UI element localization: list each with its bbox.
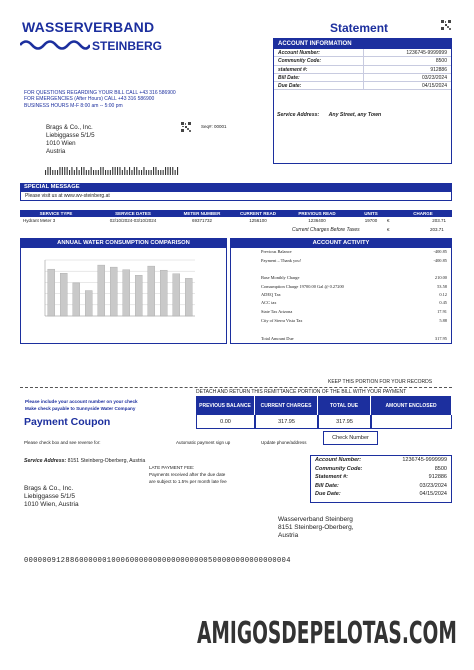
barcode-bar — [158, 170, 159, 175]
late-fee-title: LATE PAYMENT FEE: — [149, 465, 195, 470]
barcode-bar — [45, 170, 46, 175]
remit-account-key: Statement #: — [315, 474, 349, 481]
activity-row — [261, 249, 447, 254]
late-fee-note — [149, 464, 227, 485]
payment-value-cell: 317.95 — [255, 415, 318, 429]
barcode-bar — [117, 167, 118, 175]
remit-account-value: 04/15/2024 — [419, 491, 447, 498]
account-info-row — [274, 74, 451, 82]
payment-header-cell: PREVIOUS BALANCE — [196, 396, 255, 415]
remit-account-key: Bill Date: — [315, 482, 339, 489]
barcode-bar — [105, 170, 106, 175]
service-table-header-cell: CHARGE — [413, 211, 433, 216]
activity-label: Consumption Charge 19700.00 Gal @ 0.27200 — [261, 284, 344, 289]
postal-barcode-icon — [45, 167, 180, 175]
barcode-bar — [100, 167, 101, 175]
consumption-title: ANNUAL WATER CONSUMPTION COMPARISON — [21, 239, 226, 248]
account-info-value: 8500 — [435, 58, 447, 65]
remit-customer-city: 1010 Wien, Austria — [24, 501, 79, 508]
remit-account-value: 912886 — [428, 474, 447, 481]
keep-portion-note: KEEP THIS PORTION FOR YOUR RECORDS — [328, 379, 433, 385]
contact-line: BUSINESS HOURS M-F 8:00 am -- 5:00 pm — [24, 102, 123, 109]
account-info-key: Community Code: — [274, 57, 364, 64]
barcode-bar — [88, 170, 89, 175]
barcode-bar — [139, 170, 140, 175]
remit-account-rows — [311, 456, 451, 499]
chart-bar — [48, 269, 55, 316]
customer-city: 1010 Wien — [46, 140, 76, 147]
current-charges-label: Current Charges Before Taxes — [292, 227, 360, 233]
service-table-header — [20, 210, 452, 217]
payee-country: Austria — [278, 532, 299, 539]
barcode-bar — [115, 167, 116, 175]
wave-logo-icon — [20, 38, 90, 52]
chart-bar — [85, 291, 92, 316]
qr-code-icon — [181, 122, 191, 132]
activity-row — [261, 318, 447, 323]
payee-name: Wasserverband Steinberg — [278, 516, 353, 523]
payment-table-header — [196, 396, 452, 415]
activity-label: ADEQ Tax — [261, 292, 281, 297]
service-table-header-cell: SERVICE TYPE — [39, 211, 73, 216]
remit-customer-address — [24, 485, 79, 509]
remit-service-address-value: 8151 Steinberg-Oberberg, Austria — [67, 458, 146, 464]
chart-bar — [185, 278, 192, 316]
activity-row — [261, 336, 447, 341]
activity-label: Previous Balance — [261, 249, 292, 254]
amount-enclosed-field[interactable] — [371, 415, 452, 429]
barcode-bar — [83, 167, 84, 175]
barcode-bar — [69, 170, 70, 175]
barcode-bar — [129, 167, 130, 175]
barcode-bar — [110, 170, 111, 175]
activity-amount: 0.12 — [439, 292, 447, 297]
barcode-bar — [47, 167, 48, 175]
contact-line: FOR EMERGENCIES (After Hours) CALL +43 316 586900 — [24, 96, 155, 103]
account-info-row — [274, 66, 451, 74]
customer-address — [46, 124, 95, 156]
barcode-bar — [170, 167, 171, 175]
barcode-bar — [177, 167, 178, 175]
table-cell: 19700 — [364, 218, 378, 223]
current-charges-value: 203.71 — [430, 227, 444, 232]
service-table — [20, 210, 452, 225]
chart-bar — [110, 267, 117, 316]
barcode-bar — [107, 170, 108, 175]
barcode-bar — [74, 170, 75, 175]
account-info-key: statement #: — [274, 66, 364, 73]
chart-bar — [160, 270, 167, 316]
account-activity-panel — [230, 238, 452, 344]
activity-label: ACC tax — [261, 300, 277, 305]
barcode-bar — [127, 170, 128, 175]
activity-amount: -400.85 — [433, 249, 447, 254]
activity-row — [261, 309, 447, 314]
barcode-bar — [112, 167, 113, 175]
activity-label: Payment – Thank you! — [261, 258, 302, 263]
brand-logo-line2: STEINBERG — [92, 39, 163, 53]
account-activity-title: ACCOUNT ACTIVITY — [231, 239, 451, 248]
currency-symbol: € — [387, 227, 390, 232]
account-info-value: 04/15/2024 — [421, 83, 447, 90]
barcode-bar — [134, 167, 135, 175]
chart-bar — [123, 270, 130, 316]
contact-info — [24, 90, 176, 109]
account-information-rows — [274, 49, 451, 90]
payment-value-cell: 0.00 — [196, 415, 255, 429]
autopay-option[interactable]: Automatic payment sign up — [176, 440, 231, 445]
activity-row — [261, 300, 447, 305]
remit-account-value: 03/23/2024 — [419, 482, 447, 489]
barcode-bar — [172, 167, 173, 175]
special-message-text: Please visit us at www.wv-steinberg.at — [20, 192, 452, 201]
account-info-value: 912886 — [430, 66, 447, 73]
payee-street: 8151 Steinberg-Oberberg, — [278, 524, 354, 531]
barcode-bar — [52, 170, 53, 175]
remit-account-row — [311, 456, 451, 465]
payment-coupon-title: Payment Coupon — [24, 416, 111, 428]
remit-account-row — [311, 482, 451, 491]
remit-account-row — [311, 490, 451, 499]
update-address-option[interactable]: Update phone/address — [261, 440, 307, 445]
barcode-bar — [160, 170, 161, 175]
remit-account-value: 1236745-9999999 — [402, 457, 447, 463]
barcode-bar — [81, 167, 82, 175]
account-info-row — [274, 57, 451, 65]
barcode-bar — [155, 167, 156, 175]
payment-header-cell: CURRENT CHARGES — [255, 396, 318, 415]
barcode-bar — [151, 170, 152, 175]
sequence-number: Seq#: 00001 — [201, 124, 227, 129]
account-information-box — [273, 38, 452, 164]
remit-account-key: Due Date: — [315, 491, 341, 498]
payment-instructions — [25, 398, 138, 412]
contact-line: FOR QUESTIONS REGARDING YOUR BILL CALL +43 316 586900 — [24, 90, 176, 96]
payment-instruction-line: Make check payable to Sunnyside Water Company — [25, 406, 136, 411]
barcode-bar — [146, 170, 147, 175]
account-info-key: Due Date: — [274, 82, 364, 89]
activity-amount: 210.00 — [434, 275, 447, 280]
customer-street: Liebiggasse 5/1/5 — [46, 132, 95, 139]
chart-bar — [148, 266, 155, 316]
activity-row — [261, 258, 447, 263]
watermark: AMIGOSDEPELOTAS.COM — [197, 616, 457, 651]
check-number-field[interactable]: Check Number — [323, 431, 378, 445]
activity-row — [261, 284, 447, 289]
barcode-bar — [79, 170, 80, 175]
qr-code-icon — [441, 20, 451, 30]
barcode-bar — [95, 170, 96, 175]
activity-label: State Tax Arizona — [261, 309, 293, 314]
statement-title: Statement — [330, 21, 389, 35]
barcode-bar — [143, 167, 144, 175]
table-cell: 203.71 — [432, 218, 446, 223]
barcode-bar — [98, 170, 99, 175]
remit-account-value: 8500 — [434, 465, 447, 472]
barcode-bar — [165, 167, 166, 175]
barcode-bar — [86, 170, 87, 175]
account-information-title: ACCOUNT INFORMATION — [274, 39, 451, 49]
activity-amount: 317.95 — [434, 336, 447, 341]
service-table-header-cell: UNITS — [364, 211, 378, 216]
customer-country: Austria — [46, 148, 66, 155]
activity-row — [261, 275, 447, 280]
barcode-bar — [136, 167, 137, 175]
barcode-bar — [119, 167, 120, 175]
activity-amount: 17.91 — [437, 309, 447, 314]
customer-name: Brags & Co., Inc. — [46, 124, 93, 131]
table-cell: Hydrant Meter 3 — [23, 218, 56, 223]
remit-account-box — [310, 455, 452, 503]
barcode-bar — [57, 170, 58, 175]
consumption-panel — [20, 238, 227, 344]
remit-service-address-label: Service Address: — [24, 458, 67, 464]
chart-bar — [98, 265, 105, 316]
barcode-bar — [141, 170, 142, 175]
payee-address — [278, 516, 354, 540]
chart-bar — [60, 273, 67, 316]
service-address-value: Any Street, any Town — [328, 112, 382, 118]
barcode-bar — [91, 167, 92, 175]
cut-line — [20, 387, 452, 388]
activity-row — [261, 292, 447, 297]
remit-account-key: Account Number: — [315, 457, 362, 463]
payment-table-row — [196, 415, 452, 429]
account-info-key: Account Number: — [274, 49, 364, 56]
detach-note: DETACH AND RETURN THIS REMITTANCE PORTION OF THE BILL WITH YOUR PAYMENT — [196, 389, 407, 395]
payment-instruction-line: Please include your account number on your check — [25, 399, 138, 404]
barcode-bar — [103, 167, 104, 175]
special-message-title: SPECIAL MESSAGE — [20, 183, 452, 192]
brand-logo-line1: WASSERVERBAND — [22, 19, 155, 35]
remit-account-row — [311, 473, 451, 482]
check-box-note: Please check box and see reverse for: — [24, 440, 101, 445]
barcode-bar — [148, 170, 149, 175]
barcode-bar — [122, 170, 123, 175]
barcode-bar — [167, 167, 168, 175]
table-cell: 69371732 — [191, 218, 213, 223]
payment-table — [196, 396, 452, 429]
consumption-chart — [21, 248, 226, 343]
chart-bar — [173, 274, 180, 316]
account-info-key: Bill Date: — [274, 74, 364, 81]
barcode-bar — [76, 167, 77, 175]
table-cell: 1236400 — [308, 218, 326, 223]
remit-account-key: Community Code: — [315, 465, 363, 472]
barcode-bar — [124, 167, 125, 175]
remit-customer-name: Brags & Co., Inc. — [24, 485, 74, 492]
barcode-bar — [153, 167, 154, 175]
service-table-header-cell: PREVIOUS READ — [298, 211, 336, 216]
currency-symbol: € — [387, 218, 390, 223]
barcode-bar — [62, 167, 63, 175]
barcode-bar — [163, 170, 164, 175]
activity-amount: 0.45 — [439, 300, 447, 305]
account-info-row — [274, 49, 451, 57]
service-table-header-cell: METER NUMBER — [183, 211, 221, 216]
activity-amount: 53.58 — [437, 284, 447, 289]
barcode-bar — [175, 170, 176, 175]
account-info-value: 1236745-9999999 — [406, 50, 447, 56]
late-fee-line: Payments received after the due date — [149, 472, 226, 477]
remit-service-address — [24, 458, 145, 464]
barcode-bar — [93, 170, 94, 175]
service-address-label: Service Address: — [277, 112, 320, 118]
barcode-bar — [131, 170, 132, 175]
remit-account-row — [311, 465, 451, 474]
barcode-bar — [71, 167, 72, 175]
account-info-row — [274, 82, 451, 90]
activity-label: Total Amount Due — [261, 336, 294, 341]
service-address — [277, 112, 381, 118]
activity-label: City of Sierra Vista Tax — [261, 318, 303, 323]
table-cell: 02/10/2024-03/10/2024 — [109, 218, 157, 223]
chart-bar — [73, 283, 80, 316]
service-table-header-cell: SERVICE DATES — [115, 211, 151, 216]
barcode-bar — [50, 167, 51, 175]
remit-customer-street: Liebiggasse 5/1/5 — [24, 493, 75, 500]
activity-label: Base Monthly Charge — [261, 275, 300, 280]
barcode-bar — [55, 170, 56, 175]
table-cell: 1256100 — [249, 218, 267, 223]
payment-header-cell: AMOUNT ENCLOSED — [371, 396, 452, 415]
barcode-bar — [64, 167, 65, 175]
payment-value-cell: 317.95 — [318, 415, 371, 429]
barcode-bar — [59, 167, 60, 175]
service-table-header-cell: CURRENT READ — [240, 211, 276, 216]
activity-amount: 5.88 — [439, 318, 447, 323]
late-fee-line: are subject to 1.5% per month late fee — [149, 479, 227, 484]
micr-line: 0000009128860000001000600000000000000000500000000000000004 — [24, 557, 291, 565]
activity-amount: -400.85 — [433, 258, 447, 263]
payment-header-cell: TOTAL DUE — [318, 396, 371, 415]
account-info-value: 03/23/2024 — [421, 74, 447, 81]
barcode-bar — [67, 167, 68, 175]
chart-bar — [135, 275, 142, 316]
